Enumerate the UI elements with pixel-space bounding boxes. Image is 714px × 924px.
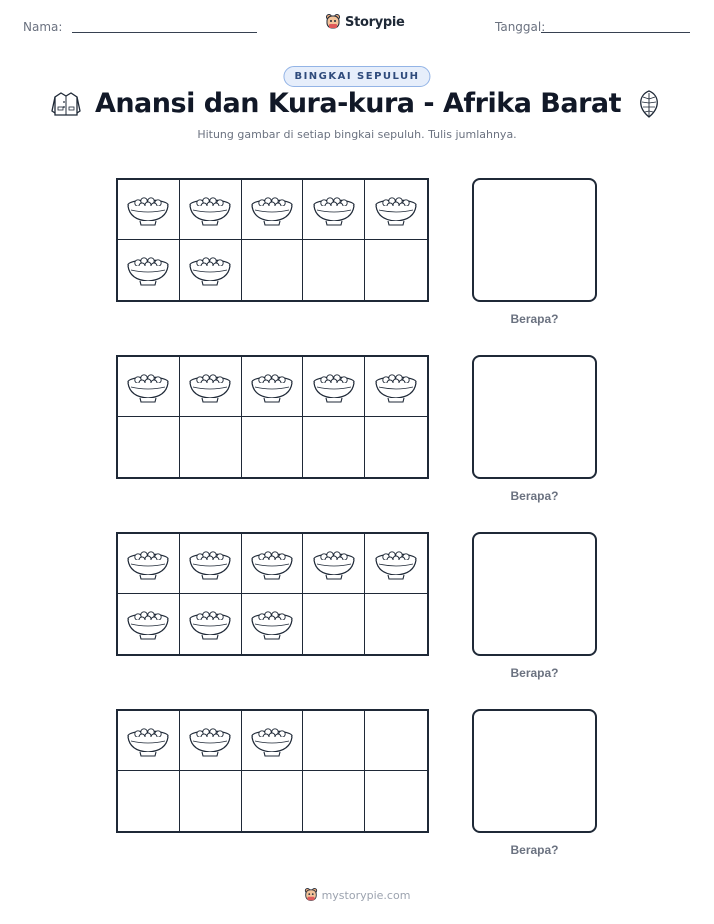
brand-name: Storypie	[345, 14, 405, 30]
page-title: Anansi dan Kura-kura - Afrika Barat	[94, 88, 622, 119]
name-field[interactable]	[72, 32, 257, 33]
ten-frame	[116, 532, 429, 656]
ten-frame-cell	[180, 180, 242, 240]
soup-bowl-icon	[373, 370, 419, 404]
soup-bowl-icon	[311, 547, 357, 581]
answer-box[interactable]	[472, 532, 597, 656]
soup-bowl-icon	[187, 253, 233, 287]
ten-frame-cell	[118, 240, 180, 300]
brand-logo	[325, 13, 405, 31]
ten-frame-cell	[118, 771, 180, 831]
ten-frame-cell	[303, 180, 365, 240]
ten-frame-cell	[180, 417, 242, 477]
ten-frame-cell	[303, 357, 365, 417]
soup-bowl-icon	[311, 370, 357, 404]
ten-frame-cell	[118, 594, 180, 654]
name-label: Nama:	[23, 20, 63, 34]
ten-frame-cell	[303, 594, 365, 654]
ten-frame-cell	[242, 711, 304, 771]
answer-box[interactable]	[472, 178, 597, 302]
storypie-mascot-icon	[304, 887, 318, 903]
ten-frame-cell	[180, 711, 242, 771]
ten-frame-cell	[118, 534, 180, 594]
ten-frame-cell	[180, 240, 242, 300]
ten-frame-cell	[242, 594, 304, 654]
ten-frame-cell	[242, 357, 304, 417]
soup-bowl-icon	[125, 607, 171, 641]
ten-frame-cell	[242, 771, 304, 831]
soup-bowl-icon	[249, 607, 295, 641]
soup-bowl-icon	[125, 724, 171, 758]
soup-bowl-icon	[373, 193, 419, 227]
ten-frame	[116, 355, 429, 479]
answer-box[interactable]	[472, 355, 597, 479]
ten-frame-cell	[365, 240, 427, 300]
soup-bowl-icon	[187, 370, 233, 404]
soup-bowl-icon	[187, 193, 233, 227]
ten-frame-cell	[365, 711, 427, 771]
ten-frame-cell	[180, 594, 242, 654]
ten-frame-cell	[180, 534, 242, 594]
ten-frame-cell	[365, 180, 427, 240]
leaf-icon	[635, 89, 663, 119]
soup-bowl-icon	[373, 547, 419, 581]
ten-frame-cell	[242, 180, 304, 240]
worksheet-type-badge: BINGKAI SEPULUH	[283, 66, 430, 87]
title-row	[0, 88, 714, 119]
ten-frame	[116, 709, 429, 833]
ten-frame-cell	[303, 534, 365, 594]
answer-label: Berapa?	[510, 666, 559, 680]
storypie-mascot-icon	[325, 13, 341, 31]
answer-label: Berapa?	[510, 312, 559, 326]
ten-frame-cell	[118, 711, 180, 771]
ten-frame-cell	[242, 417, 304, 477]
date-field[interactable]	[541, 32, 690, 33]
ten-frame-cell	[303, 417, 365, 477]
soup-bowl-icon	[187, 547, 233, 581]
ten-frame-cell	[303, 240, 365, 300]
footer	[0, 887, 714, 903]
ten-frame	[116, 178, 429, 302]
date-label: Tanggal:	[495, 20, 546, 34]
ten-frame-cell	[118, 357, 180, 417]
soup-bowl-icon	[249, 193, 295, 227]
ten-frame-cell	[242, 240, 304, 300]
ten-frame-cell	[365, 534, 427, 594]
answer-label: Berapa?	[510, 489, 559, 503]
soup-bowl-icon	[249, 547, 295, 581]
soup-bowl-icon	[125, 547, 171, 581]
jacket-icon	[51, 89, 81, 119]
ten-frame-cell	[242, 534, 304, 594]
soup-bowl-icon	[249, 370, 295, 404]
ten-frame-cell	[180, 771, 242, 831]
ten-frame-cell	[180, 357, 242, 417]
soup-bowl-icon	[187, 607, 233, 641]
soup-bowl-icon	[187, 724, 233, 758]
soup-bowl-icon	[311, 193, 357, 227]
soup-bowl-icon	[249, 724, 295, 758]
soup-bowl-icon	[125, 253, 171, 287]
ten-frame-cell	[365, 771, 427, 831]
ten-frame-cell	[118, 180, 180, 240]
ten-frame-cell	[365, 594, 427, 654]
soup-bowl-icon	[125, 370, 171, 404]
instructions: Hitung gambar di setiap bingkai sepuluh. Tulis jumlahnya.	[197, 128, 517, 141]
answer-box[interactable]	[472, 709, 597, 833]
answer-label: Berapa?	[510, 843, 559, 857]
ten-frame-cell	[365, 417, 427, 477]
ten-frame-cell	[118, 417, 180, 477]
ten-frame-cell	[303, 711, 365, 771]
soup-bowl-icon	[125, 193, 171, 227]
footer-url: mystorypie.com	[321, 888, 411, 902]
ten-frame-cell	[365, 357, 427, 417]
ten-frame-cell	[303, 771, 365, 831]
